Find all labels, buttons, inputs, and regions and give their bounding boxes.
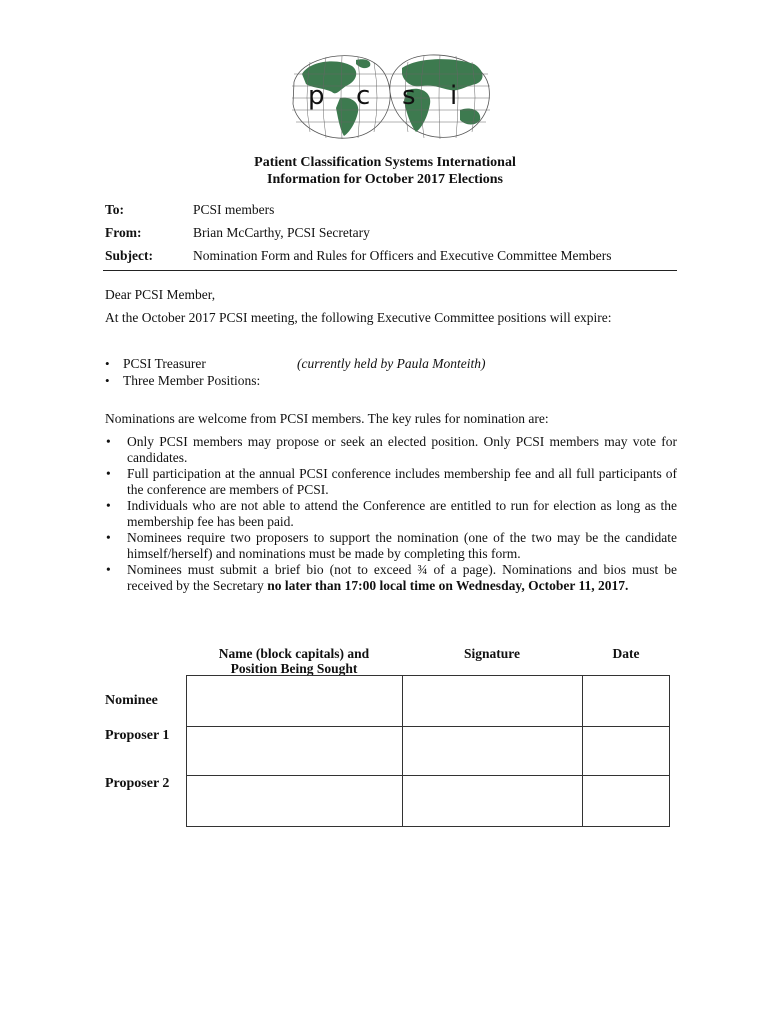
nominee-date-cell[interactable] [583, 676, 670, 727]
row-label-nominee: Nominee [105, 693, 158, 708]
logo-letter-i: i [450, 81, 458, 111]
position-note: (currently held by Paula Monteith) [297, 356, 486, 371]
document-title-line2: Information for October 2017 Elections [267, 172, 503, 187]
rule-item: • Nominees require two proposers to support the nomination (one of the two may be the candidate himself/herself) and nominations must be made by completing this form. [105, 530, 677, 562]
rule-item [105, 562, 677, 594]
column-header-name [186, 646, 402, 676]
logo-letter-p: p [308, 81, 325, 111]
position-item [105, 373, 261, 389]
position-name: PCSI Treasurer [123, 356, 206, 371]
logo-letter-s: s [402, 81, 416, 111]
column-header-date: Date [612, 646, 640, 661]
rules-list [105, 434, 677, 594]
document-title-line1: Patient Classification Systems International [254, 155, 516, 170]
nomination-form-table [186, 675, 670, 827]
proposer-2-date-cell[interactable] [583, 776, 670, 827]
subject-value: Nomination Form and Rules for Officers and Executive Committee Members [193, 248, 612, 263]
rule-text: Nominees must submit a brief bio (not to exceed ¾ of a page). Nominations and bios must be received by the Secretary [127, 562, 677, 593]
row-label-proposer-1: Proposer 1 [105, 728, 170, 743]
rule-item: • Only PCSI members may propose or seek an elected position. Only PCSI members may vote for candidates. [105, 434, 677, 466]
from-label: From: [105, 225, 142, 240]
proposer-1-name-cell[interactable] [187, 727, 403, 776]
bullet-icon: • [105, 356, 110, 371]
table-row [187, 727, 670, 776]
position-item [105, 356, 486, 372]
to-value: PCSI members [193, 202, 275, 217]
pcsi-logo [290, 52, 492, 140]
row-label-proposer-2: Proposer 2 [105, 776, 170, 791]
nominee-name-cell[interactable] [187, 676, 403, 727]
bullet-icon: • [105, 373, 110, 388]
deadline-text: no later than 17:00 local time on Wednesday, October 11, 2017. [267, 578, 629, 593]
table-row [187, 676, 670, 727]
nominee-signature-cell[interactable] [403, 676, 583, 727]
table-row [187, 776, 670, 827]
position-name: Three Member Positions: [123, 373, 261, 388]
column-header-name-line2: Position Being Sought [230, 661, 358, 676]
proposer-1-date-cell[interactable] [583, 727, 670, 776]
from-value: Brian McCarthy, PCSI Secretary [193, 225, 370, 240]
logo-letter-c: c [356, 81, 371, 111]
rules-intro: Nominations are welcome from PCSI members. The key rules for nomination are: [105, 411, 549, 426]
column-header-name-line1: Name (block capitals) and [218, 646, 370, 661]
proposer-1-signature-cell[interactable] [403, 727, 583, 776]
to-label: To: [105, 202, 125, 217]
proposer-2-name-cell[interactable] [187, 776, 403, 827]
header-divider [103, 270, 677, 271]
subject-label: Subject: [105, 248, 153, 263]
greeting: Dear PCSI Member, [105, 287, 216, 302]
rule-item: • Full participation at the annual PCSI conference includes membership fee and all full participants of the conference are members of PCSI. [105, 466, 677, 498]
rule-item: • Individuals who are not able to attend the Conference are entitled to run for election as long as the membership fee has been paid. [105, 498, 677, 530]
proposer-2-signature-cell[interactable] [403, 776, 583, 827]
column-header-signature: Signature [463, 646, 520, 661]
intro-paragraph: At the October 2017 PCSI meeting, the following Executive Committee positions will expire: [105, 310, 612, 325]
